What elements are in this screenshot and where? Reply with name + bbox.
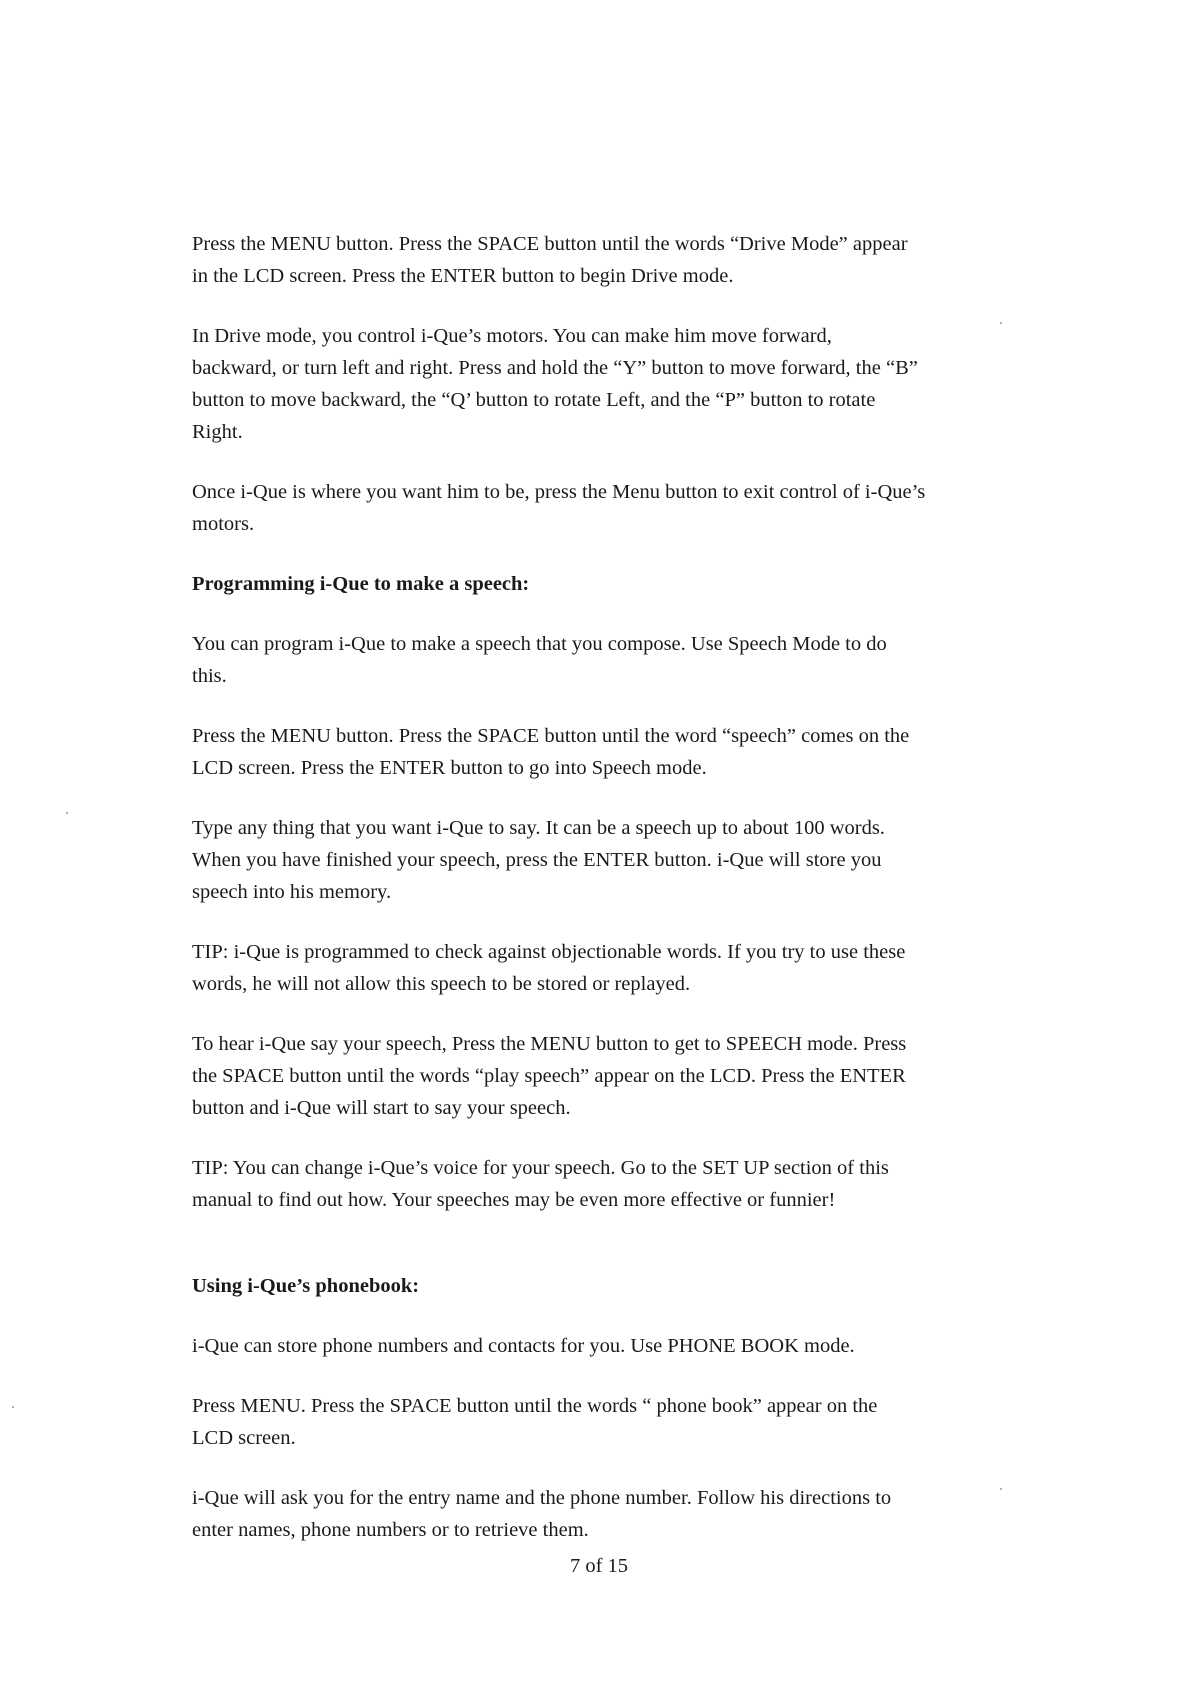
scan-speck <box>1000 322 1002 324</box>
paragraph-drive-mode-controls: In Drive mode, you control i-Que’s motors. You can make him move forward, backward, or turn left and right. Press and hold the “Y” button to move forward, the “B” button to move backward, the “Q’ button to rotate Left, and the “P” button to rotate Right. <box>192 325 918 443</box>
paragraph-phonebook-start: Press MENU. Press the SPACE button until the words “ phone book” appear on the LCD screen. <box>192 1395 878 1449</box>
paragraph-phonebook-intro: i-Que can store phone numbers and contacts for you. Use PHONE BOOK mode. <box>192 1335 855 1357</box>
heading-phonebook: Using i-Que’s phonebook: <box>192 1275 420 1297</box>
paragraph-tip-voice: TIP: You can change i-Que’s voice for your speech. Go to the SET UP section of this manual to find out how. Your speeches may be even more effective or funnier! <box>192 1157 889 1211</box>
paragraph-speech-intro: You can program i-Que to make a speech that you compose. Use Speech Mode to do this. <box>192 633 887 687</box>
page-number: 7 of 15 <box>569 1555 629 1577</box>
scan-speck <box>12 1406 14 1408</box>
paragraph-drive-mode-exit: Once i-Que is where you want him to be, press the Menu button to exit control of i-Que’s motors. <box>192 481 926 535</box>
paragraph-drive-mode-start: Press the MENU button. Press the SPACE button until the words “Drive Mode” appear in the LCD screen. Press the ENTER button to begin Drive mode. <box>192 233 908 287</box>
paragraph-phonebook-entry: i-Que will ask you for the entry name and the phone number. Follow his directions to enter names, phone numbers or to retrieve them. <box>192 1487 892 1541</box>
scan-speck <box>66 812 68 814</box>
scan-speck <box>1000 1488 1002 1490</box>
paragraph-speech-mode-start: Press the MENU button. Press the SPACE button until the word “speech” comes on the LCD screen. Press the ENTER button to go into Speech mode. <box>192 725 910 779</box>
paragraph-speech-typing: Type any thing that you want i-Que to say. It can be a speech up to about 100 words. When you have finished your speech, press the ENTER button. i-Que will store you speech into his memory. <box>192 817 885 903</box>
paragraph-play-speech: To hear i-Que say your speech, Press the MENU button to get to SPEECH mode. Press the SPACE button until the words “play speech” appear on the LCD. Press the ENTER button and i-Que will start to say your speech. <box>192 1033 907 1119</box>
document-body <box>192 228 1062 1546</box>
paragraph-tip-objectionable: TIP: i-Que is programmed to check against objectionable words. If you try to use these words, he will not allow this speech to be stored or replayed. <box>192 941 906 995</box>
heading-programming-speech: Programming i-Que to make a speech: <box>192 573 530 595</box>
